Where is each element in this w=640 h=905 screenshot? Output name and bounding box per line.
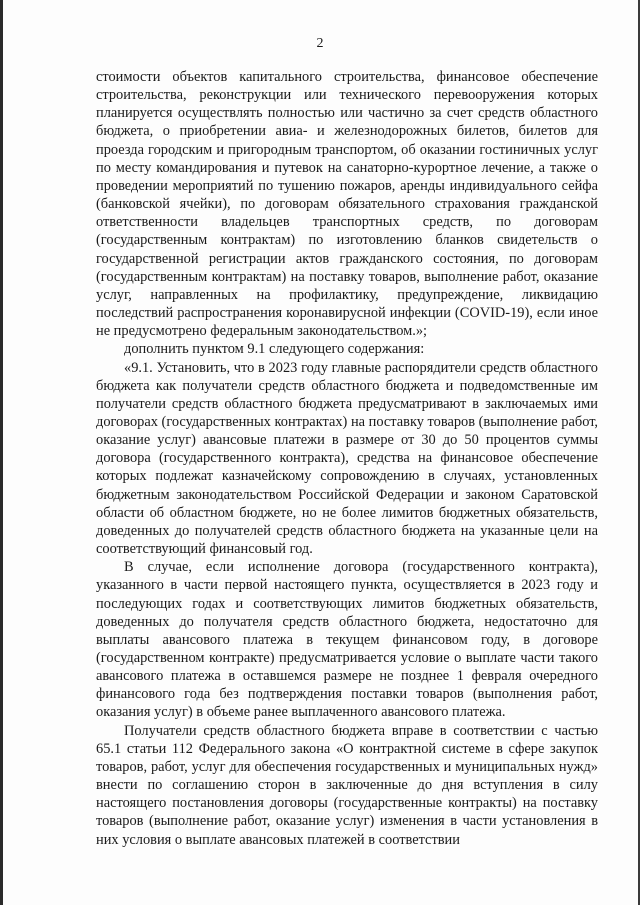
paragraph-advance-payment: В случае, если исполнение договора (государственного контракта), указанного в части первой настоящего пункта, осуществляется в 2023 году и последующих годах и соответствующих лимитов бюджетных обязательств, доведенных до получателя средств областного бюджета, недостаточно для выплаты авансового платежа в текущем финансовом году, в договоре (государственном контракте) предусматривается условие о выплате части такого авансового платежа в оставшемся размере не позднее 1 февраля очередного финансового года без подтверждения поставки товаров (выполнения работ, оказания услуг) в объеме ранее выплаченного авансового платежа. [96, 559, 598, 721]
page-number: 2 [316, 36, 324, 51]
paragraph-clause-9-1: «9.1. Установить, что в 2023 году главные распорядители средств областного бюджета как получатели средств областного бюджета и подведомственные им получатели средств областного бюджета предусматривают в заключаемых ими договорах (государственных контрактах) на поставку товаров (выполнение работ, оказание услуг) авансовые платежи в размере от 30 до 50 процентов суммы договора (государственного контракта), средства на финансовое обеспечение которых подлежат казначейскому сопровождению в случаях, установленных бюджетным законодательством Российской Федерации и законом Саратовской области об областном бюджете, но не более лимитов бюджетных обязательств, доведенных до получателей средств областного бюджета на указанные цели на соответствующий финансовый год. [96, 359, 598, 558]
paragraph-contract-changes: Получатели средств областного бюджета вправе в соответствии с частью 65.1 статьи 112 Федерального закона «О контрактной системе в сфере закупок товаров, работ, услуг для обеспечения государственных и муниципальных нужд» внести по соглашению сторон в заключенные до дня вступления в силу настоящего постановления договоры (государственные контракты) на поставку товаров (выполнение работ, оказание услуг) изменения в части установления в них условия о выплате авансовых платежей в соответствии [96, 722, 598, 848]
scan-edge-left [0, 0, 3, 905]
paragraph-continuation: стоимости объектов капитального строительства, финансовое обеспечение строительства, реконструкции или технического перевооружения которых планируется осуществлять полностью или частично за счет средств областного бюджета, о приобретении авиа- и железнодорожных билетов, билетов для проезда городским и пригородным транспортом, об оказании гостиничных услуг по месту командирования и путевок на санаторно-курортное лечение, а также о проведении мероприятий по тушению пожаров, аренды индивидуального сейфа (банковской ячейки), по договорам обязательного страхования гражданской ответственности владельцев транспортных средств, по договорам (государственным контрактам) по изготовлению бланков свидетельств о государственной регистрации актов гражданского состояния, по договорам (государственным контрактам) на поставку товаров, выполнение работ, оказание услуг, направленных на профилактику, предупреждение, ликвидацию последствий распространения коронавирусной инфекции (COVID-19), если иное не предусмотрено федеральным законодательством.»; [96, 69, 598, 340]
paragraph-amendment-intro: дополнить пунктом 9.1 следующего содержания: [124, 341, 425, 358]
document-body [96, 68, 598, 849]
